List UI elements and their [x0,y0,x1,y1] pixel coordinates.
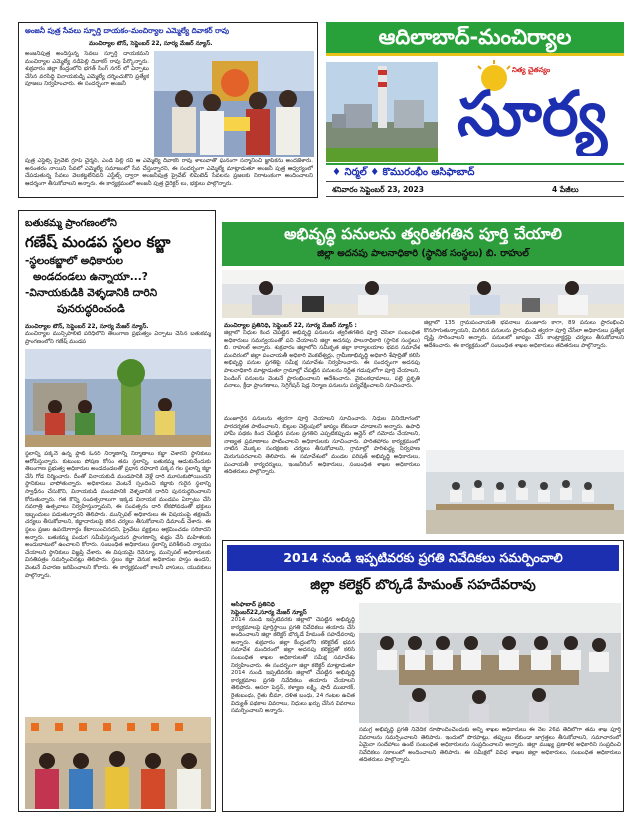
date-bar [326,181,624,197]
story3-headline-bar [222,222,624,266]
story4-body-col2: సమగ్ర అభివృద్ధి ప్రగతి నివేదిక రూపొందించేందుకు అన్ని శాఖల అధికారులు ఈ నెల 26వ తేదీలోగా తమ శాఖ పూర్తి వివరాలను సమర్పించాలని తెలిపారు. ఇందులో పొరపాట్లు, తప్పులు లేకుండా జాగ్రత్తలు తీసుకోవాలని, సమాచారంలో ఏమైనా సందేహాలు ఉంటే సంబంధిత అధికారులను సంప్రదించాలని అన్నారు. జిల్లా ముఖ్య ప్రణాళిక అధికారిని సంప్రదించి నివేదికలు సకాలంలో అందించాలని తెలిపారు. ఈ సమీక్షలో వివిధ శాఖల జిల్లా అధికారులు, సంబంధిత అధికారులు తదితరులు పాల్గొన్నారు. [359,727,621,764]
story2-body: స్థలాన్ని పక్కనే ఉన్న ఫ్లాట్ ఓనర్ నిర్మాణాన్ని నిర్మాణాలు కబ్జా చేశారని స్థానికులు ఆరోపిస్తున్నారు. కుటుంబ పోషణ కోసం తమ స్థలాన్ని, బతుకమ్మ ఆడుకునేందుకు తెలంగాణ ప్రభుత్వ అధికారుల అండదండలతో ప్రధాన రహదారి పక్కన గల స్థలాన్ని కబ్జా చేసి గోడ నిర్మించారు. దీంతో వినాయకుడి మండపానికి వెళ్లే దారి మూసుకుపోయిందని స్థానికులు వాపోతున్నారు. అధికారులు వెంటనే స్పందించి కబ్జాకు గురైన స్థలాన్ని స్వాధీనం చేసుకొని, వినాయకుడి మండపానికి వెళ్ళడానికి దారిని పునరుద్ధరించాలని కోరుతున్నారు. గత కొన్ని సంవత్సరాలుగా ఇక్కడ వినాయక మండపం ఏర్పాటు చేసి నవరాత్రి ఉత్సవాలు నిర్వహిస్తున్నామని, ఈ సంవత్సరం దారి లేకపోవడంతో భక్తులు ఇబ్బందులు పడుతున్నారని తెలిపారు. మున్సిపల్ అధికారులు ఈ విషయంపై తక్షణమే చర్యలు తీసుకోవాలని, కబ్జాదారులపై కఠిన చర్యలు తీసుకోవాలని డిమాండ్ చేశారు. ఈ స్థలం ప్రజల ఉపయోగార్థం కేటాయించినదని, ప్రైవేటు వ్యక్తులు ఆక్రమించడం సరికాదని అన్నారు. బతుకమ్మ పండుగ సమీపిస్తున్నందున ప్రాంగణాన్ని శుభ్రం చేసి మహిళలకు అందుబాటులో ఉంచాలని కోరారు. సంబంధిత అధికారులు స్థలాన్ని పరిశీలించి న్యాయం చేయాలని స్థానికులు విజ్ఞప్తి చేశారు. ఈ విషయమై రెవెన్యూ, మున్సిపల్ అధికారులకు వినతిపత్రం సమర్పించినట్లు తెలిపారు. స్థలం కబ్జా వెనుక అధికారుల హస్తం ఉందని, వెంటనే విచారణ జరిపించాలని కోరారు. ఈ కార్యక్రమంలో కాలనీ వాసులు, యువకులు పాల్గొన్నారు. [25,451,211,579]
masthead [326,22,624,198]
brand-name: సూర్య [456,77,608,150]
story3-dateline: మంచిర్యాల ప్రతినిధి, సెప్టెంబర్ 22, సూర్య మేజర్ న్యూస్ : [224,323,357,329]
story4-dateline-2: సెప్టెంబర్22,సూర్య మేజర్ న్యూస్ [231,610,307,616]
story4-subhead: జిల్లా కలెక్టర్ బొర్కడే హేమంత్ సహదేవరావు [310,577,536,593]
edition-title: ఆదిలాబాద్-మంచిర్యాల [378,25,572,49]
page-count: 4 పేజీలు [552,185,579,194]
story4-headline: 2014 నుండి ఇప్పటివరకు ప్రగతి నివేదికలు సమర్పించాలి [283,550,563,565]
issue-date: శనివారం సెప్టెంబర్ 23, 2023 [332,185,424,194]
story2-sub2: అండదండలు ఉన్నాయా...? [33,271,148,283]
story2-photo-1 [25,349,211,447]
story3-body-col3: జిల్లాలో 135 గ్రామపంచాయతీ భవనాలు మంజూరు కాగా, 89 పనులు ప్రారంభించి కొనసాగుతున్నాయని, మిగిలిన పనులను ప్రారంభించి త్వరగా పూర్తి చేసేలా అధికారులు ప్రత్యేక దృష్టి సారించాలని అన్నారు. పనులలో జాప్యం చేసే కాంట్రాక్టర్లపై చర్యలు తీసుకోవాలని ఆదేశించారు. ఈ కార్యక్రమంలో సంబంధిత శాఖల అధికారులు తదితరులు పాల్గొన్నారు. [424,320,624,349]
factory-photo [326,62,438,162]
story1-body: అంజనీపుత్ర అందిస్తున్న సేవలు స్ఫూర్తి దాయకమని మంచిర్యాల ఎమ్మెల్యే నడిపెల్లి దివాకర్ రావు పేర్కొన్నారు. శుక్రవారం జిల్లా కేంద్రంలోని భగత్ సింగ్ నగర్ లో ఏర్పాటు చేసిన వరసిద్ధి వినాయకుడ్ని ఎమ్మెల్యే దర్శించుకొని ప్రత్యేక పూజలు నిర్వహించారు. ఈ సందర్భంగా అంజనీ [25,51,149,88]
districts-bar [326,163,624,180]
story3-headline: అభివృద్ధి పనులను త్వరితగతిన పూర్తి చేయాలి [284,225,562,243]
story4-box [222,540,624,812]
story4-dateline-1: ఆసిఫాబాద్ ప్రతినిధి [231,602,275,608]
story1-body-bottom: పుత్ర ఎస్టేట్స్ ప్రైవేట్ గ్రూప్ చైర్మన్, ఎండీ పిల్లి రవి ఆ ఎమ్మెల్యే దివాకర్ రావు శాలువాతో ఘనంగా సన్మానించి జ్ఞాపికను అందజేశారు. అనంతరం నాయిని సేవలో ఎమ్మెల్యే సమాజంలో సేవ చేస్తున్నారని, ఈ సందర్భంగా ఎమ్మెల్యే మాట్లాడుతూ అంజనీ పుత్ర ఆధ్వర్యంలో చేపడుతున్న సేవలు వెలకట్టలేనివని ఎస్టేట్స్ ద్వారా అంజనీపుత్ర ప్రైవేట్ లిమిటెడ్ సేవలను ప్రజలకు నిరాటంకంగా అందించాలని ఆదర్శంగా తీసుకోవాలని అన్నారు. ఈ కార్యక్రమంలో అంజనీ పుత్ర డైరెక్టర్ లు, భక్తులు పాల్గొన్నారు. [25,158,313,187]
story2-sub4: పునరుద్ధరించండి [57,303,125,315]
story3-body-col2: మంజూరైన పనులను త్వరగా పూర్తి చేయాలని సూచించారు. నిధుల వినియోగంలో పారదర్శకత పాటించాలని, బిల్లుల చెల్లింపులో జాప్యం లేకుండా చూడాలని అన్నారు. ఉపాధి హామీ పథకం కింద చేపట్టిన పనుల ప్రగతిని ఎప్పటికప్పుడు ఆన్లైన్ లో నమోదు చేయాలని, నాణ్యత ప్రమాణాలు పాటించాలని అధికారులకు సూచించారు. హరితహారం కార్యక్రమంలో నాటిన మొక్కల సంరక్షణకు చర్యలు తీసుకోవాలని, గ్రామాల్లో పారిశుద్ధ్య నిర్వహణ మెరుగుపరచాలని తెలిపారు. ఈ సమావేశంలో మండల పరిషత్ అభివృద్ధి అధికారులు, పంచాయతీ కార్యదర్శులు, ఇంజనీరింగ్ అధికారులు, సంబంధిత శాఖల అధికారులు తదితరులు పాల్గొన్నారు. [224,416,420,476]
story1-headline: అంజనీ పుత్ర సేవలు స్ఫూర్తి దాయకం-మంచిర్యాల ఎమ్మెల్యే దివాకర్ రావు [25,26,230,35]
story2-sub3: -వినాయకుడికి వెళ్ళడానికి దారిని [25,287,158,299]
story3-photo-meeting [222,270,624,318]
brand-tagline: నిత్య చైతన్యం [512,66,551,74]
story1-dateline: మంచిర్యాల టౌన్, సెప్టెంబర్ 22, సూర్య మేజర్ న్యూస్. [89,41,213,47]
story2-kicker: బతుకమ్మ ప్రాంగణంలోని [25,218,117,229]
story3-photo-hall [426,450,624,534]
edition-title-bar [326,22,624,56]
story3-body-col1: జిల్లాలో నిధుల కింద చేపట్టిన అభివృద్ధి పనులను త్వరితగతిన పూర్తి చేసేలా సంబంధిత అధికారులు సమన్వయంతో పని చేయాలని జిల్లా అదనపు పాలనాధికారి (స్థానిక సంస్థలు) బి. రాహుల్ అన్నారు. శుక్రవారం జిల్లాలోని సమీకృత జిల్లా కార్యాలయాల భవన సమావేశ మందిరంలో జిల్లా పంచాయతీ అధికారి వెంకటేశ్వర్లు, గ్రామీణాభివృద్ధి అధికారి శేషాద్రితో కలిసి అభివృద్ధి పనుల ప్రగతిపై సమీక్ష సమావేశం నిర్వహించారు. ఈ సందర్భంగా అదనపు పాలనాధికారి మాట్లాడుతూ గ్రామాల్లో చేపట్టిన పనులను నిర్ణీత గడువులోగా పూర్తి చేయాలని, పెండింగ్ పనులను వెంటనే ప్రారంభించాలని ఆదేశించారు. వైకుంఠధామాలు, పల్లె ప్రకృతి వనాలు, క్రీడా ప్రాంగణాలు, సెగ్రిగేషన్ షెడ్ల నిర్మాణ పనులను పర్యవేక్షించాలని సూచించారు. [224,330,420,390]
story4-body-col1: 2014 నుండి ఇప్పటివరకు జిల్లాలో చేపట్టిన అభివృద్ధి కార్యక్రమాలపై పూర్తిస్థాయి ప్రగతి నివేదికలు తయారు చేసి అందించాలని జిల్లా కలెక్టర్ బొర్కడే హేమంత్ సహదేవరావు అన్నారు. శుక్రవారం జిల్లా కేంద్రంలోని కలెక్టరేట్ భవన సమావేశ మందిరంలో జిల్లా అదనపు కలెక్టర్లతో కలిసి సంబంధిత శాఖల అధికారులతో సమీక్ష సమావేశం నిర్వహించారు. ఈ సందర్భంగా జిల్లా కలెక్టర్ మాట్లాడుతూ 2014 నుండి ఇప్పటివరకు జిల్లాలో చేపట్టిన అభివృద్ధి కార్యక్రమాల ప్రగతి నివేదికలు తయారు చేయాలని తెలిపారు. ఆసరా పెన్షన్, కళ్యాణ లక్ష్మి, షాదీ ముబారక్, రైతుబంధు, రైతు బీమా, దళిత బంధు, 24 గంటల ఉచిత విద్యుత్ పథకాల వివరాలు, నిధులు ఖర్చు చేసిన వివరాలు సమర్పించాలని అన్నారు. [231,617,355,715]
story2-sub1: -స్థలంకబ్జాలో అధికారుల [25,255,123,267]
districts-text: ♦ నిర్మల్ ♦ కొమురంభీం ఆసిఫాబాద్ [332,167,475,178]
story4-headline-bar [227,545,619,571]
story2-box [18,210,216,812]
story2-dateline: మంచిర్యాల టౌన్, సెప్టెంబర్ 22, సూర్య మేజర్ న్యూస్. [25,324,149,330]
story1-photo [154,51,314,157]
story3-subhead: జిల్లా అదనపు పాలనాధికారి (స్థానిక సంస్థలు) బి. రాహుల్ [317,248,529,259]
story4-photo [359,603,621,723]
story2-headline: గణేష్ మండప స్థలం కబ్జా [25,233,171,251]
story2-body-top: మంచిర్యాల మున్సిపాలిటీ పరిధిలోని తెలంగాణ ప్రభుత్వం ఏర్పాటు చేసిన బతుకమ్మ ప్రాంగణంలోని గణేష్ మండప [25,331,211,345]
story1-box [18,22,318,198]
brand-logo [440,60,624,164]
story2-photo-2 [25,717,211,809]
